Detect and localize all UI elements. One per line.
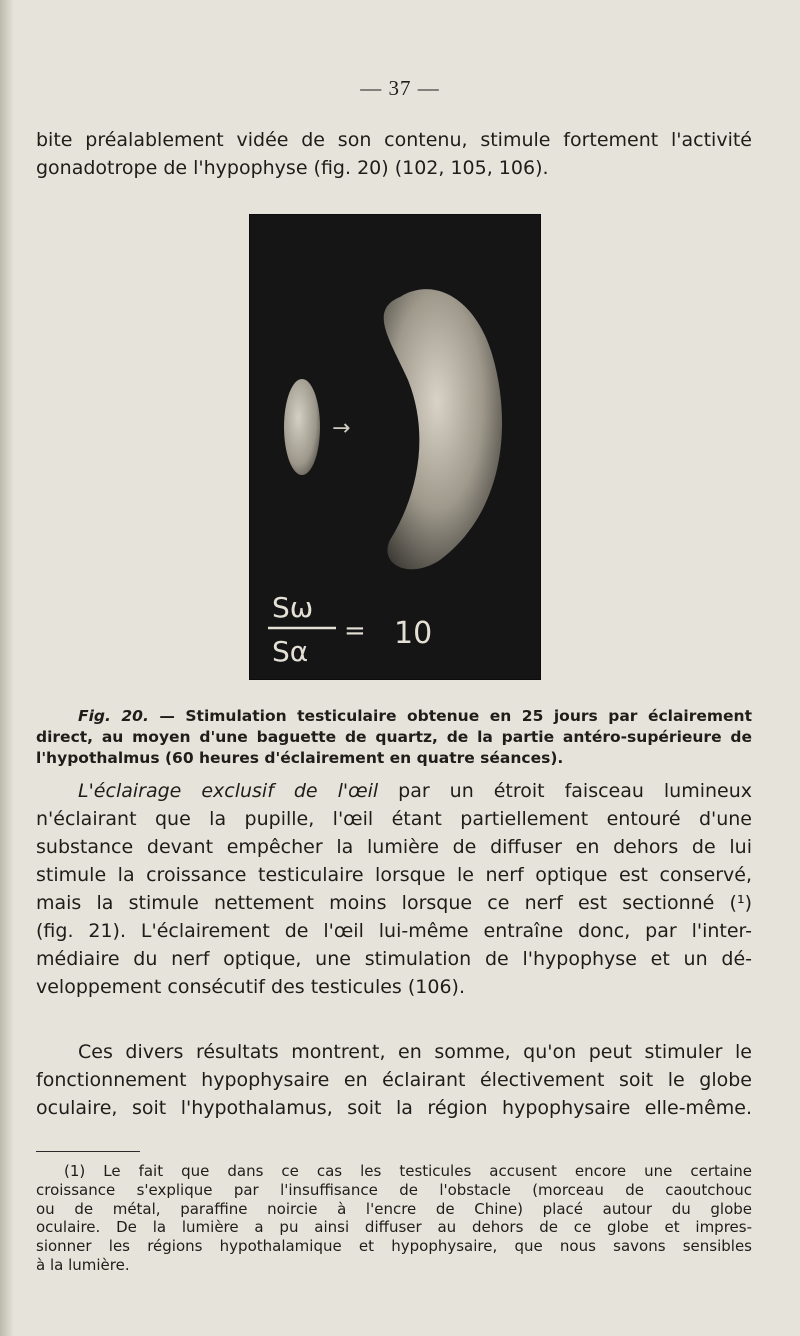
formula-value: 10 [394,616,433,651]
caption-text-1: Stimulation testiculaire obtenue en 25 jours par éclairement [185,707,752,725]
footnote-line-4: oculaire. De la lumière a pu ainsi diffuser au dehors de ce globe et impres- [36,1218,752,1237]
formula-denominator: Sα [272,635,309,668]
figure-caption [36,706,752,769]
footnote [36,1162,752,1275]
para2-line-1-rest: par un étroit faisceau lumineux [398,780,753,802]
footnote-line-2: croissance s'explique par l'insuffisance de l'obstacle (morceau de caoutchouc [36,1180,752,1199]
paragraph-eye-lighting [36,777,752,1001]
figure-20-image [250,215,540,679]
para2-line-8: veloppement consécutif des testicules (106). [36,976,466,998]
page-number: — 37 — [360,76,440,100]
caption-fig-label: Fig. 20. [78,707,149,725]
para2-line-7: médiaire du nerf optique, une stimulation de l'hypophyse et un dé- [36,948,752,970]
intro-paragraph [36,126,752,182]
intro-line-2: gonadotrope de l'hypophyse (fig. 20) (102, 105, 106). [36,157,549,179]
caption-dash: — [159,707,175,725]
para3-line-1: Ces divers résultats montrent, en somme, qu'on peut stimuler le [78,1041,752,1063]
figure-20-photo [249,214,541,680]
intro-line-1: bite préalablement vidée de son contenu, stimule fortement l'activité [36,129,752,151]
footnote-line-3: ou de métal, paraffine noircie à l'encre de Chine) placé autour du globe [36,1199,752,1218]
page-edge-shadow [0,0,14,1336]
para2-line-5: mais la stimule nettement moins lorsque ce nerf est sectionné (¹) [36,892,752,914]
caption-line-2: direct, au moyen d'une baguette de quartz, de la partie antéro-supérieure de [36,728,752,746]
caption-line-1 [36,706,752,727]
control-testis-shape [284,379,320,475]
para2-emphasis: L'éclairage exclusif de l'œil [78,780,379,802]
paragraph-results [36,1038,752,1122]
footnote-line-5: sionner les régions hypothalamique et hypophysaire, que nous savons sensibles [36,1237,752,1256]
para3-line-2: fonctionnement hypophysaire en éclairant électivement soit le globe [36,1069,752,1091]
formula-equals: = [344,616,366,646]
figure-arrow: → [332,416,351,441]
formula-numerator: Sω [272,591,314,624]
para2-line-3: substance devant empêcher la lumière de diffuser en dehors de lui [36,836,752,858]
footnote-line-6: à la lumière. [36,1255,130,1274]
para2-line-1 [36,777,752,805]
caption-line-3: l'hypothalmus (60 heures d'éclairement en quatre séances). [36,749,564,767]
footnote-separator [36,1151,140,1152]
para2-line-6: (fig. 21). L'éclairement de l'œil lui-même entraîne donc, par l'inter- [36,920,752,942]
para3-line-3: oculaire, soit l'hypothalamus, soit la région hypophysaire elle-même. [36,1097,752,1119]
para2-line-4: stimule la croissance testiculaire lorsque le nerf optique est conservé, [36,864,752,886]
footnote-line-1: (1) Le fait que dans ce cas les testicules accusent encore une certaine [64,1162,752,1180]
para2-line-2: n'éclairant que la pupille, l'œil étant partiellement entouré d'une [36,808,752,830]
